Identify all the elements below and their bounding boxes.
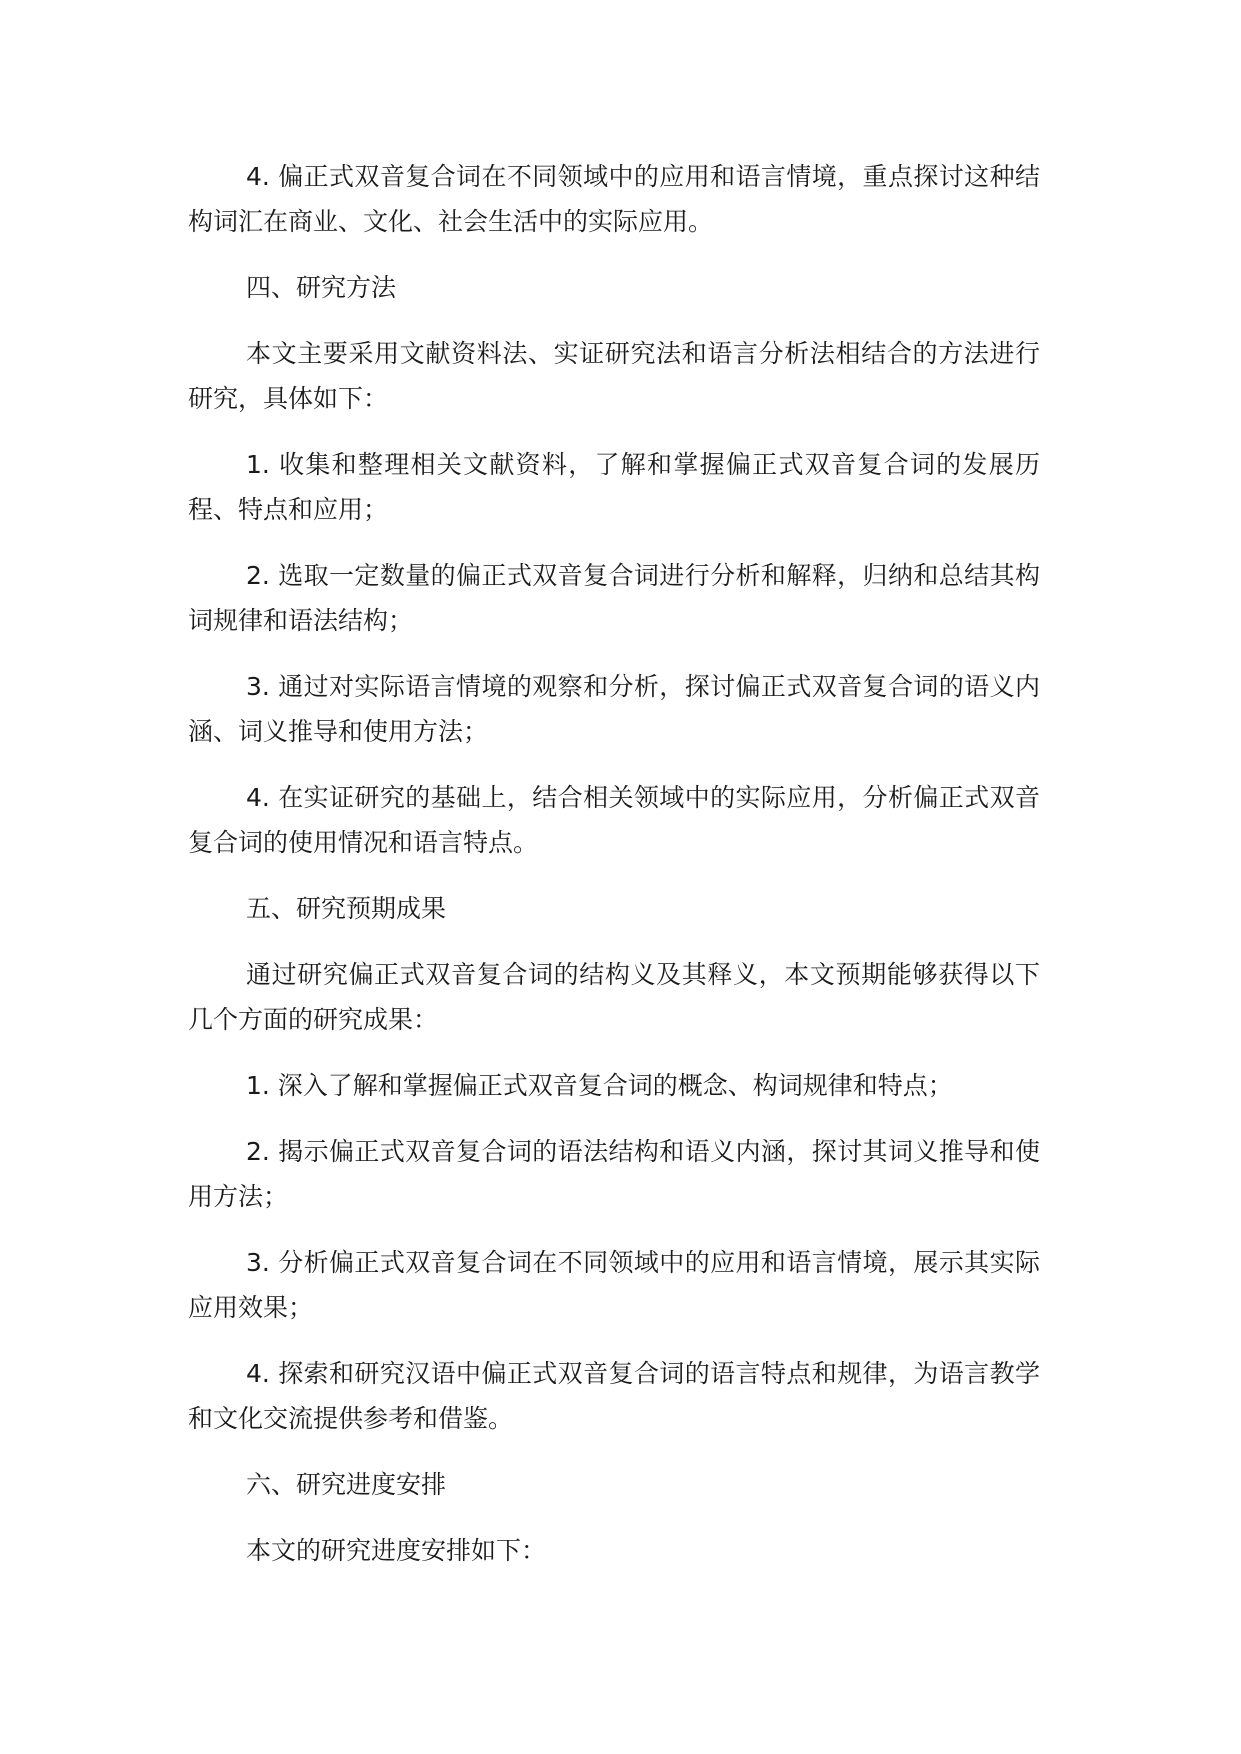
paragraph-results-intro: 通过研究偏正式双音复合词的结构义及其释义，本文预期能够获得以下几个方面的研究成果： (188, 960, 1040, 1034)
section-heading-expected-results: 五、研究预期成果 (246, 894, 447, 923)
list-item-application-contexts: 4. 偏正式双音复合词在不同领域中的应用和语言情境，重点探讨这种结构词汇在商业、文化、社会生活中的实际应用。 (188, 162, 1040, 236)
paragraph-methods-intro: 本文主要采用文献资料法、实证研究法和语言分析法相结合的方法进行研究，具体如下： (188, 339, 1040, 413)
list-item-result-3: 3. 分析偏正式双音复合词在不同领域中的应用和语言情境，展示其实际应用效果； (188, 1248, 1040, 1322)
list-item-method-4: 4. 在实证研究的基础上，结合相关领域中的实际应用，分析偏正式双音复合词的使用情况和语言特点。 (188, 783, 1040, 857)
list-item-result-4: 4. 探索和研究汉语中偏正式双音复合词的语言特点和规律，为语言教学和文化交流提供参考和借鉴。 (188, 1359, 1040, 1433)
section-heading-research-methods: 四、研究方法 (246, 273, 397, 302)
document-body (188, 154, 1040, 1594)
section-heading-schedule: 六、研究进度安排 (246, 1470, 447, 1499)
list-item-result-2: 2. 揭示偏正式双音复合词的语法结构和语义内涵，探讨其词义推导和使用方法； (188, 1137, 1040, 1211)
paragraph-schedule-intro: 本文的研究进度安排如下： (246, 1536, 547, 1565)
list-item-result-1: 1. 深入了解和掌握偏正式双音复合词的概念、构词规律和特点； (246, 1071, 953, 1100)
list-item-method-2: 2. 选取一定数量的偏正式双音复合词进行分析和解释，归纳和总结其构词规律和语法结构； (188, 561, 1040, 635)
list-item-method-3: 3. 通过对实际语言情境的观察和分析，探讨偏正式双音复合词的语义内涵、词义推导和使用方法； (188, 672, 1040, 746)
list-item-method-1: 1. 收集和整理相关文献资料，了解和掌握偏正式双音复合词的发展历程、特点和应用； (188, 450, 1040, 524)
